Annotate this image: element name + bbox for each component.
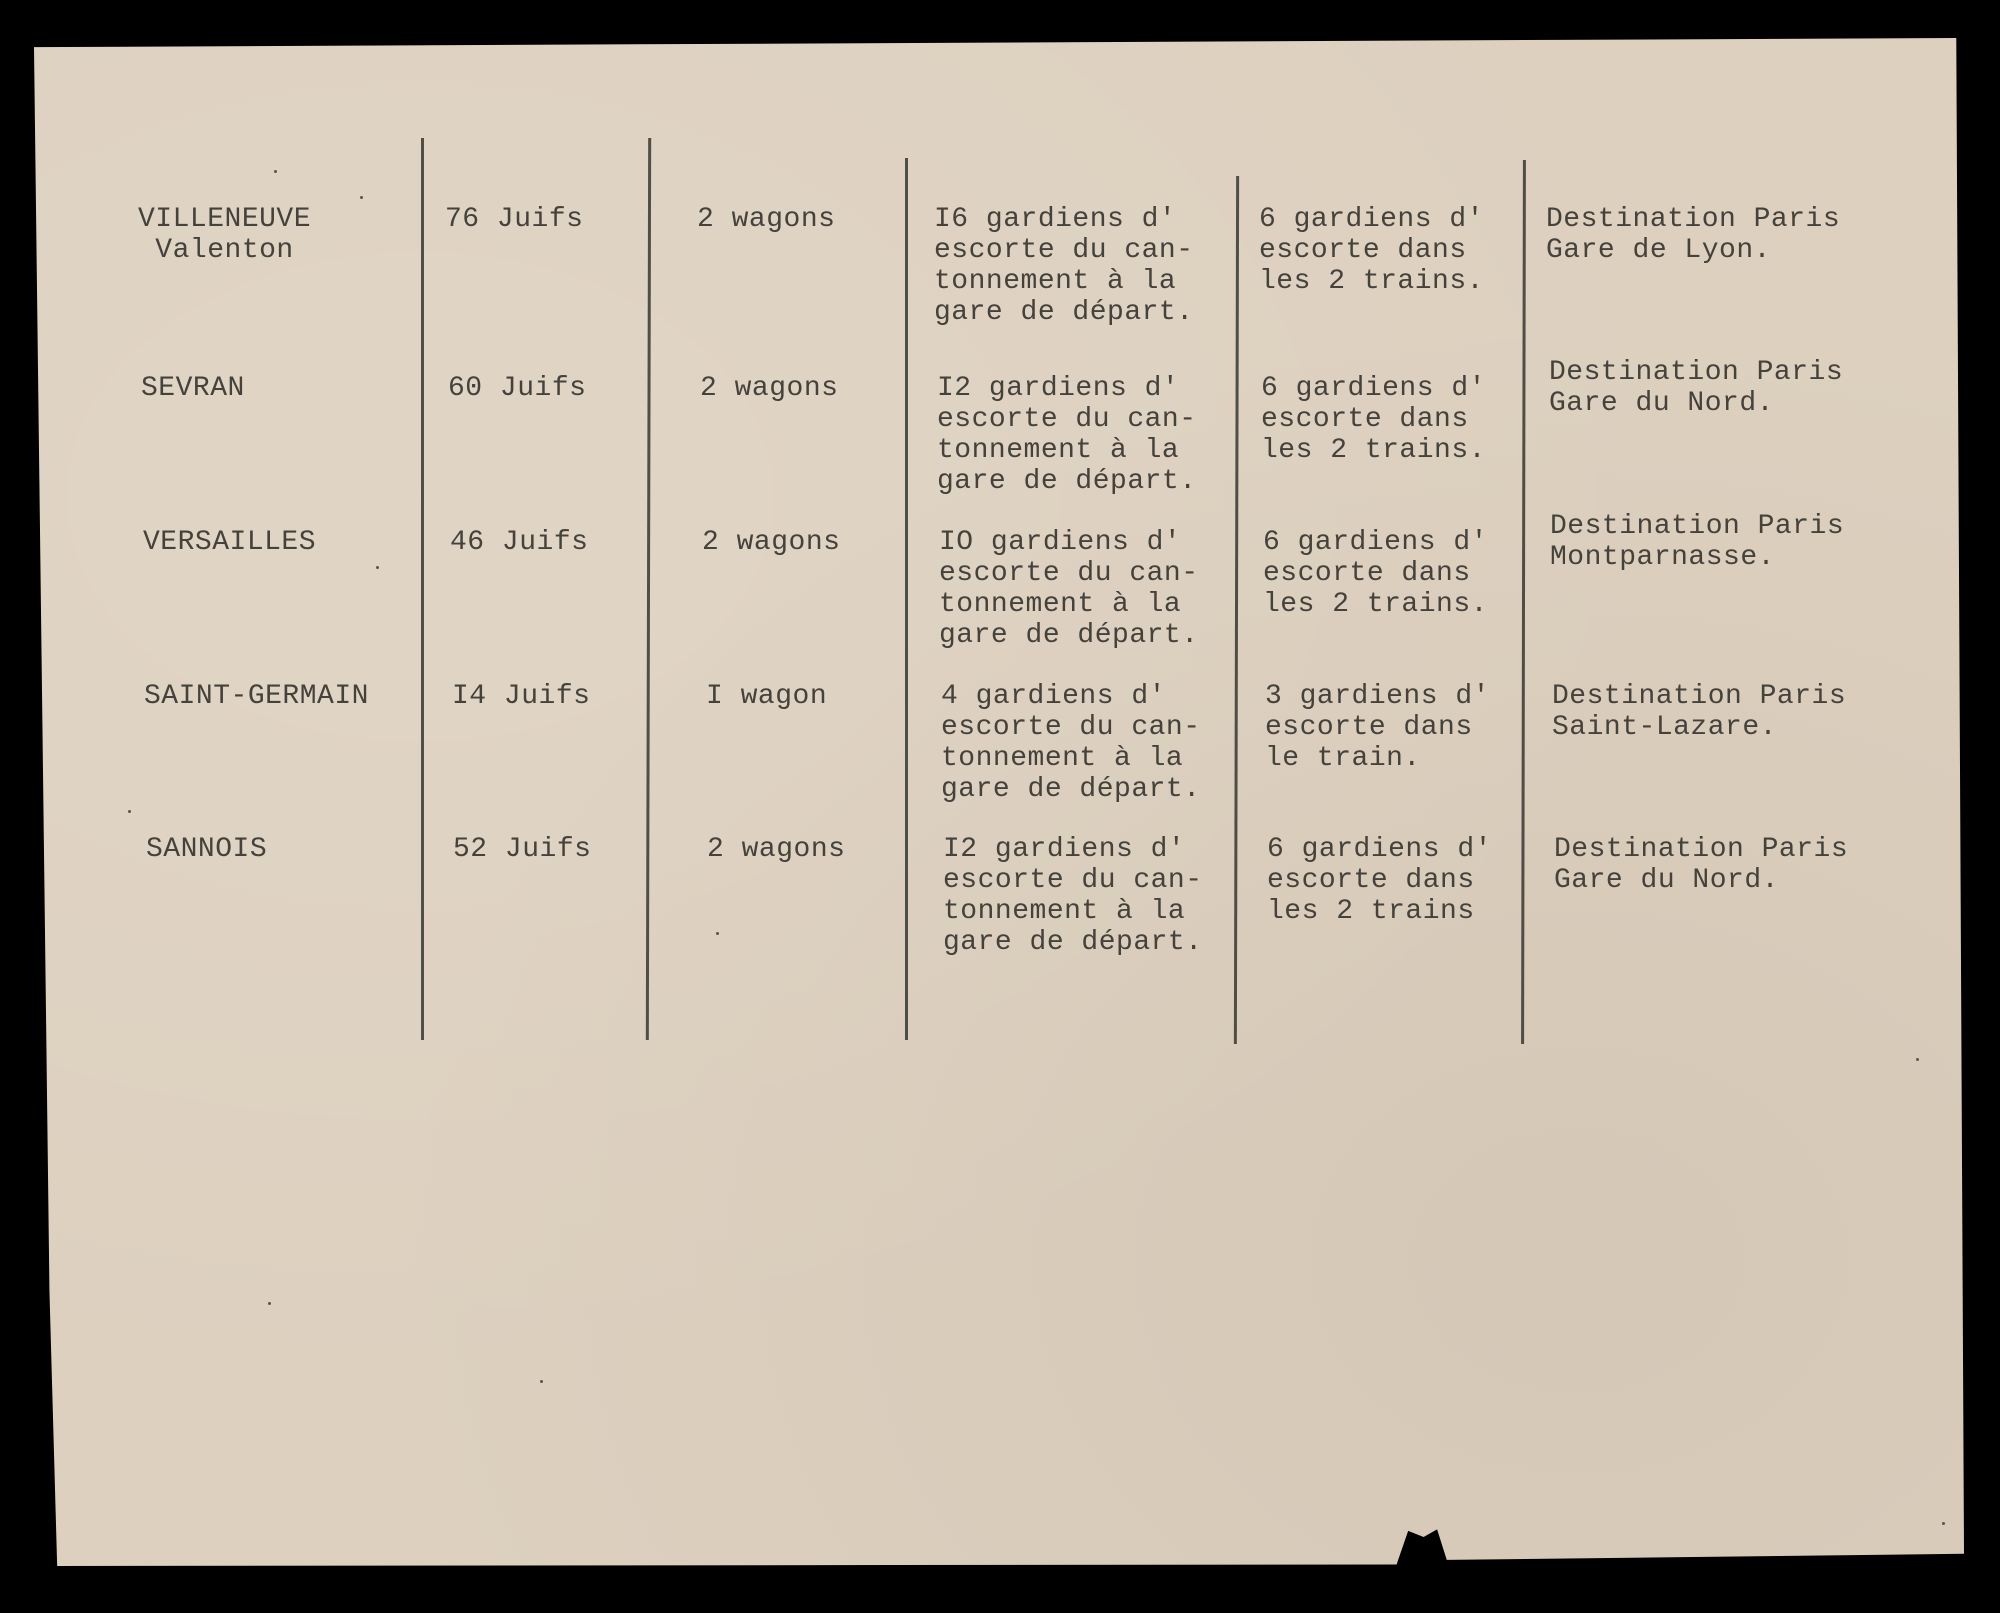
row-1-wagons: 2 wagons [697,204,836,235]
row-3-destination: Destination Paris Montparnasse. [1550,511,1845,573]
row-4-location: SAINT-GERMAIN [144,681,369,712]
row-3-escort-trains: 6 gardiens d' escorte dans les 2 trains. [1263,527,1488,620]
row-1-escort-trains: 6 gardiens d' escorte dans les 2 trains. [1259,204,1484,297]
column-divider-1 [421,138,424,1040]
row-1-escort-departure: I6 gardiens d' escorte du can- tonnement à la gare de départ. [934,204,1194,328]
row-1-location: VILLENEUVE Valenton [138,204,312,266]
row-2-persons: 60 Juifs [448,373,587,404]
row-3-persons: 46 Juifs [450,527,589,558]
paper-speck [1942,1522,1945,1525]
row-2-wagons: 2 wagons [700,373,839,404]
row-5-persons: 52 Juifs [453,834,592,865]
row-5-location: SANNOIS [146,834,268,865]
paper-speck [540,1380,543,1383]
paper-speck [274,170,277,173]
row-1-destination: Destination Paris Gare de Lyon. [1546,204,1841,266]
row-4-wagons: I wagon [706,681,828,712]
row-4-persons: I4 Juifs [452,681,591,712]
row-5-escort-trains: 6 gardiens d' escorte dans les 2 trains [1267,834,1492,927]
paper-speck [716,932,719,935]
row-2-destination: Destination Paris Gare du Nord. [1549,357,1844,419]
paper-speck [360,196,363,199]
row-4-escort-trains: 3 gardiens d' escorte dans le train. [1265,681,1490,774]
row-1-persons: 76 Juifs [445,204,584,235]
row-5-destination: Destination Paris Gare du Nord. [1554,834,1849,896]
row-3-escort-departure: IO gardiens d' escorte du can- tonnement à la gare de départ. [939,527,1199,651]
row-2-escort-trains: 6 gardiens d' escorte dans les 2 trains. [1261,373,1486,466]
paper-speck [268,1302,271,1305]
row-5-escort-departure: I2 gardiens d' escorte du can- tonnement à la gare de départ. [943,834,1203,958]
row-2-location: SEVRAN [141,373,245,404]
row-5-wagons: 2 wagons [707,834,846,865]
row-3-wagons: 2 wagons [702,527,841,558]
paper-speck [128,810,131,813]
row-4-destination: Destination Paris Saint-Lazare. [1552,681,1847,743]
row-4-escort-departure: 4 gardiens d' escorte du can- tonnement à la gare de départ. [941,681,1201,805]
row-2-escort-departure: I2 gardiens d' escorte du can- tonnement à la gare de départ. [937,373,1197,497]
row-3-location: VERSAILLES [143,527,317,558]
paper-speck [1916,1058,1919,1061]
paper-speck [376,566,379,569]
column-divider-3 [905,158,908,1040]
